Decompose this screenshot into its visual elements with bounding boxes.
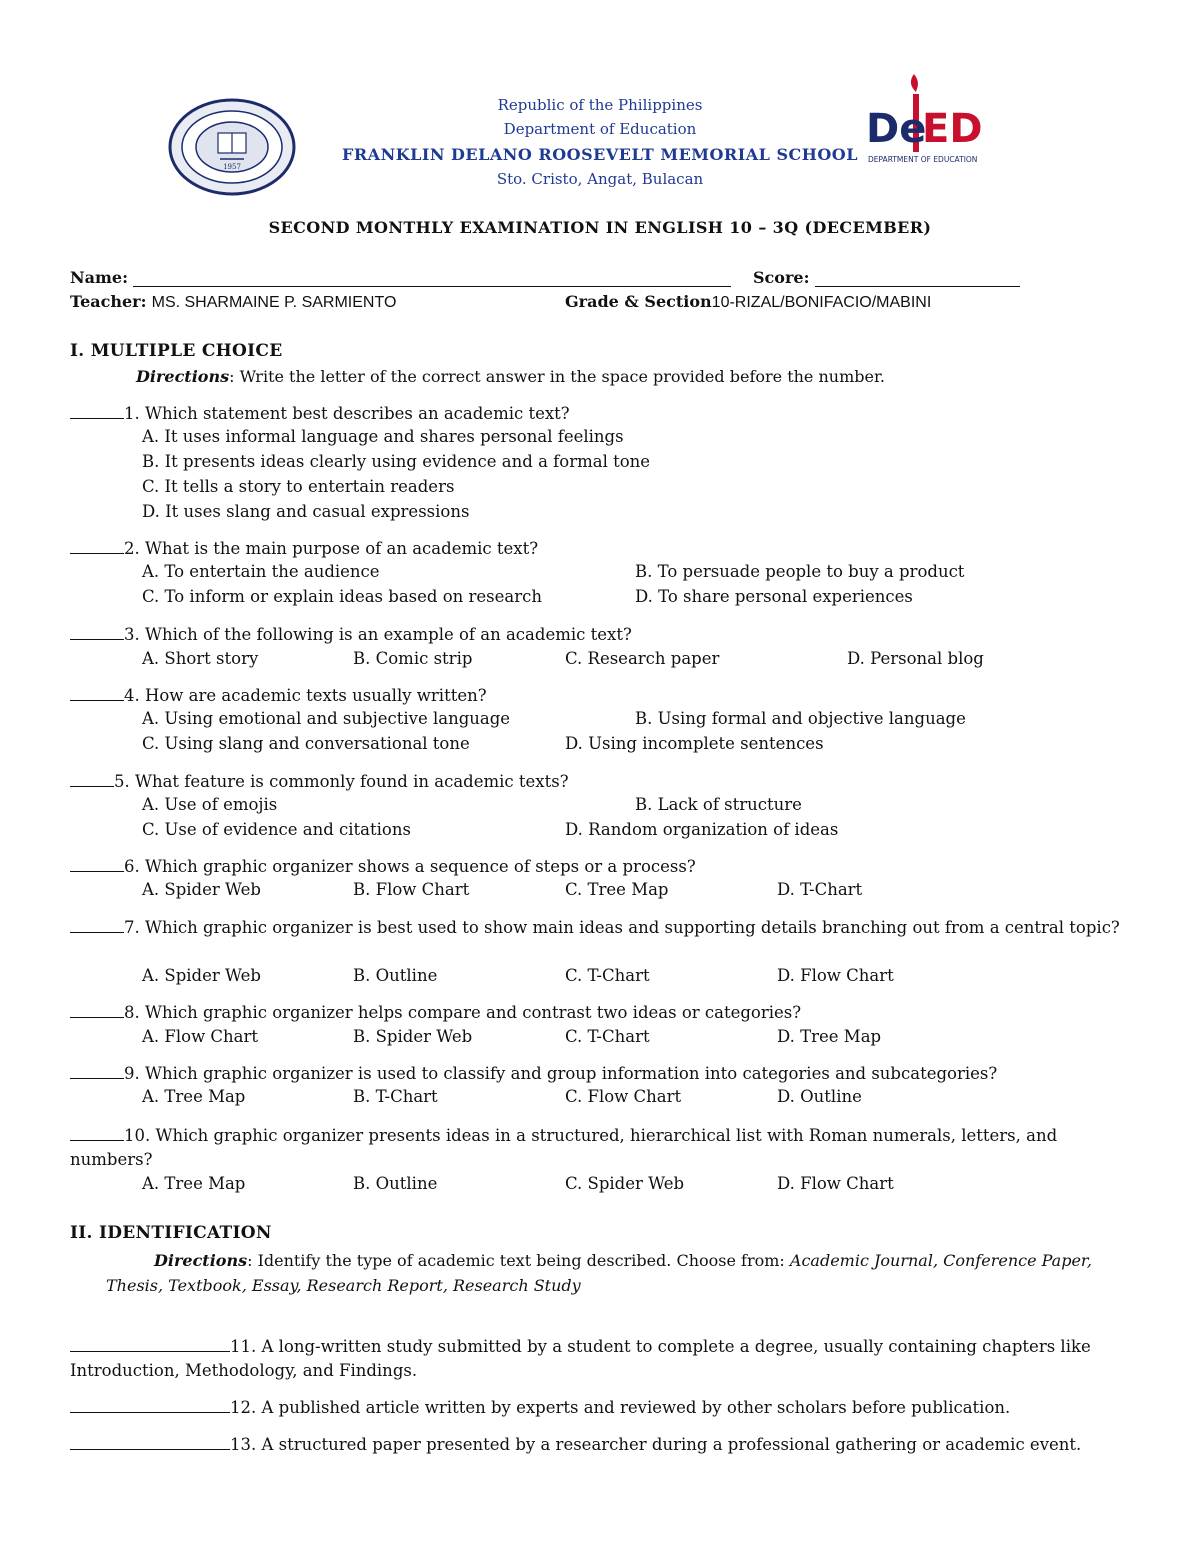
question-10 [70,1124,1130,1172]
item-text: 11. A long-written study submitted by a student to complete a degree, usually containing chapters like Introduction, Methodology, and Findings. [70,1337,1091,1380]
option: B. Comic strip [353,649,473,668]
option: D. Using incomplete sentences [565,734,824,753]
part1-directions-label: Directions [136,367,230,386]
option: A. Spider Web [142,966,261,985]
answer-blank-3[interactable] [70,623,124,640]
svg-text:ED: ED [922,106,982,152]
part2-title: II. IDENTIFICATION [70,1223,272,1243]
question-5 [70,770,1130,794]
exam-title: SECOND MONTHLY EXAMINATION IN ENGLISH 10 – 3Q (DECEMBER) [268,218,932,237]
option: A. Tree Map [142,1174,246,1193]
question-6 [70,855,1130,879]
seal-year: 1957 [223,163,241,171]
score-row [753,268,1020,287]
part2-choices: Academic Journal, Conference Paper, Thesis, Textbook, Essay, Research Report, Research Study [106,1251,1092,1295]
question-1 [70,402,1130,426]
question-8 [70,1001,1130,1025]
option: A. Tree Map [142,1087,246,1106]
option: D. T-Chart [777,880,863,899]
question-stem: 5. What feature is commonly found in academic texts? [114,772,569,791]
name-label: Name: [70,268,129,287]
option: B. Spider Web [353,1027,473,1046]
part1-directions [136,367,885,386]
score-label: Score: [753,268,810,287]
option: A. To entertain the audience [142,562,380,581]
option: C. Flow Chart [565,1087,682,1106]
grade-row [565,292,931,312]
option: D. Flow Chart [777,966,894,985]
question-7 [70,916,1130,940]
answer-blank-6[interactable] [70,855,124,872]
question-9 [70,1062,1130,1086]
option: C. Tree Map [565,880,669,899]
option: C. T-Chart [565,966,650,985]
answer-blank-1[interactable] [70,402,124,419]
svg-text:De: De [866,106,927,152]
option: A. Spider Web [142,880,261,899]
option: B. Using formal and objective language [635,709,966,728]
option: D. It uses slang and casual expressions [142,502,470,521]
option: B. Flow Chart [353,880,470,899]
option: C. T-Chart [565,1027,650,1046]
option: B. To persuade people to buy a product [635,562,965,581]
item-text: 12. A published article written by experts and reviewed by other scholars before publication. [230,1398,1011,1417]
question-stem: 10. Which graphic organizer presents ideas in a structured, hierarchical list with Roman numerals, letters, and numbers? [70,1126,1058,1169]
option: D. Personal blog [847,649,984,668]
option: A. It uses informal language and shares personal feelings [142,427,624,446]
option: A. Use of emojis [142,795,278,814]
identification-11 [70,1335,1130,1383]
option: B. It presents ideas clearly using evidence and a formal tone [142,452,651,471]
option: B. Outline [353,1174,438,1193]
teacher-value: MS. SHARMAINE P. SARMIENTO [151,294,397,311]
part2-directions-text: : Identify the type of academic text being described. Choose from: [247,1251,790,1270]
part2-directions-label: Directions [154,1251,248,1270]
question-stem: 7. Which graphic organizer is best used to show main ideas and supporting details branching out from a central topic? [124,918,1120,937]
grade-value: 10-RIZAL/BONIFACIO/MABINI [711,294,932,311]
item-text: 13. A structured paper presented by a researcher during a professional gathering or academic event. [230,1435,1082,1454]
option: A. Flow Chart [142,1027,259,1046]
header-department: Department of Education [503,120,697,138]
answer-blank-2[interactable] [70,537,124,554]
question-stem: 8. Which graphic organizer helps compare and contrast two ideas or categories? [124,1003,802,1022]
answer-blank-4[interactable] [70,684,124,701]
teacher-row [70,292,396,312]
option: B. Outline [353,966,438,985]
deped-logo-caption: DEPARTMENT OF EDUCATION [868,155,978,164]
teacher-label: Teacher: [70,292,147,311]
question-stem: 9. Which graphic organizer is used to classify and group information into categories and subcategories? [124,1064,998,1083]
option: B. T-Chart [353,1087,438,1106]
option: C. It tells a story to entertain readers [142,477,455,496]
option: C. Using slang and conversational tone [142,734,470,753]
part1-title: I. MULTIPLE CHOICE [70,341,283,361]
option: A. Short story [142,649,259,668]
answer-blank-9[interactable] [70,1062,124,1079]
identification-13 [70,1433,1130,1457]
question-stem: 4. How are academic texts usually written? [124,686,487,705]
part1-directions-text: : Write the letter of the correct answer in the space provided before the number. [229,367,885,386]
name-row [70,268,731,287]
grade-label: Grade & Section [565,292,712,311]
option: B. Lack of structure [635,795,802,814]
header-address: Sto. Cristo, Angat, Bulacan [496,170,704,188]
header-school-name: FRANKLIN DELANO ROOSEVELT MEMORIAL SCHOOL [342,145,858,164]
option: D. Outline [777,1087,862,1106]
option: C. Use of evidence and citations [142,820,411,839]
answer-blank-12[interactable] [70,1396,230,1413]
school-seal-logo [168,97,296,197]
identification-12 [70,1396,1130,1420]
part2-directions [106,1248,1116,1298]
option: A. Using emotional and subjective language [142,709,511,728]
question-stem: 1. Which statement best describes an academic text? [124,404,570,423]
deped-logo [862,72,982,172]
header-republic: Republic of the Philippines [497,96,703,114]
question-2 [70,537,1130,561]
option: C. Research paper [565,649,720,668]
answer-blank-10[interactable] [70,1124,124,1141]
question-4 [70,684,1130,708]
option: D. Random organization of ideas [565,820,839,839]
answer-blank-13[interactable] [70,1433,230,1450]
question-3 [70,623,1130,647]
answer-blank-5[interactable] [70,770,114,787]
answer-blank-7[interactable] [70,916,124,933]
option: C. To inform or explain ideas based on research [142,587,542,606]
option: D. Flow Chart [777,1174,894,1193]
name-field[interactable] [133,272,731,287]
question-stem: 2. What is the main purpose of an academic text? [124,539,539,558]
answer-blank-11[interactable] [70,1335,230,1352]
question-stem: 3. Which of the following is an example of an academic text? [124,625,632,644]
score-field[interactable] [815,272,1020,287]
question-stem: 6. Which graphic organizer shows a sequence of steps or a process? [124,857,696,876]
answer-blank-8[interactable] [70,1001,124,1018]
option: D. To share personal experiences [635,587,913,606]
option: D. Tree Map [777,1027,882,1046]
option: C. Spider Web [565,1174,685,1193]
